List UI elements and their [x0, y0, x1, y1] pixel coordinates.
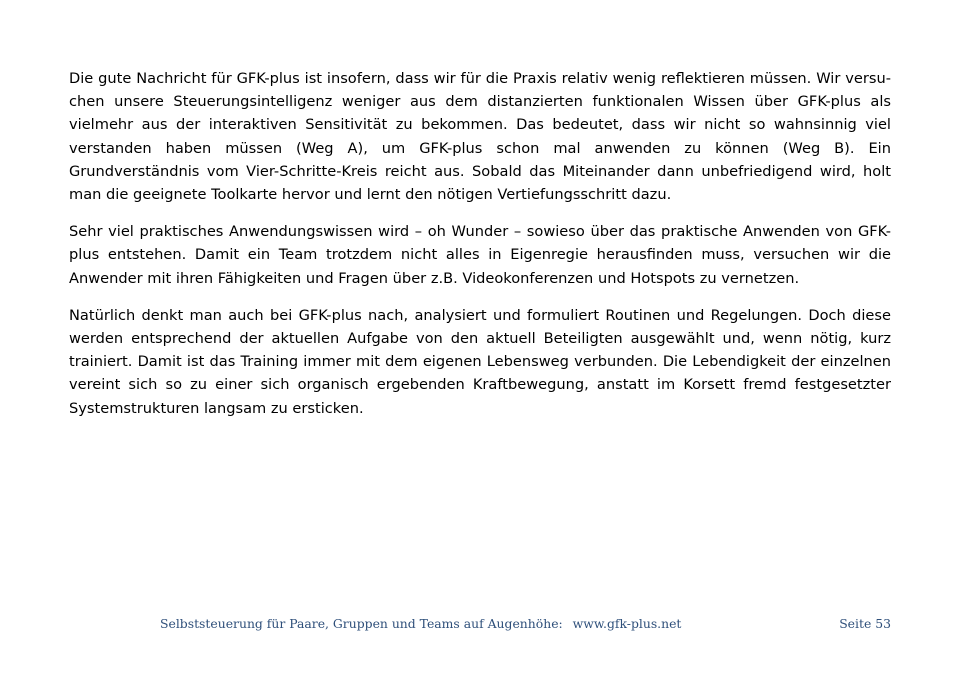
body-text — [69, 67, 891, 434]
paragraph-1: Die gute Nachricht für GFK-plus ist insofern, dass wir für die Praxis relativ wenig reflektieren müssen. Wir versuchen unsere Steuerungsintelligenz weniger aus dem distanzierten funktionalen Wissen über GFK-plus als vielmehr aus der interaktiven Sensitivität zu bekommen. Das bedeutet, dass wir nicht so wahnsinnig viel verstanden haben müssen (Weg A), um GFK-plus schon mal anwenden zu können (Weg B). Ein Grundverständnis vom Vier-Schritte-Kreis reicht aus. Sobald das Miteinander dann unbefriedigend wird, holt man die geeignete Toolkarte hervor und lernt den nötigen Vertiefungsschritt dazu. — [69, 70, 891, 204]
paragraph-3: Natürlich denkt man auch bei GFK-plus nach, analysiert und formuliert Routinen und Regelungen. Doch diese werden entsprechend der aktuellen Aufgabe von den aktuell Beteiligten ausgewählt und, wenn nötig, kurz trainiert. Damit ist das Training immer mit dem eigenen Lebensweg verbunden. Die Lebendigkeit der einzelnen vereint sich so zu einer sich organisch ergebenden Kraftbewegung, anstatt im Korsett fremd festgesetzter Systemstrukturen langsam zu ersticken. — [69, 306, 891, 417]
footer-url[interactable]: www.gfk-plus.net — [572, 616, 682, 631]
page-number: Seite 53 — [839, 616, 891, 631]
footer-title: Selbststeuerung für Paare, Gruppen und Teams auf Augenhöhe: — [160, 616, 563, 631]
footer-left — [160, 616, 681, 631]
page-footer — [160, 616, 891, 636]
paragraph-2: Sehr viel praktisches Anwendungswissen wird – oh Wunder – sowieso über das praktische Anwenden von GFK-plus entstehen. Damit ein Team trotzdem nicht alles in Eigenregie herausfinden muss, versuchen wir die Anwender mit ihren Fähigkeiten und Fragen über z.B. Videokonferenzen und Hotspots zu vernetzen. — [69, 223, 891, 287]
